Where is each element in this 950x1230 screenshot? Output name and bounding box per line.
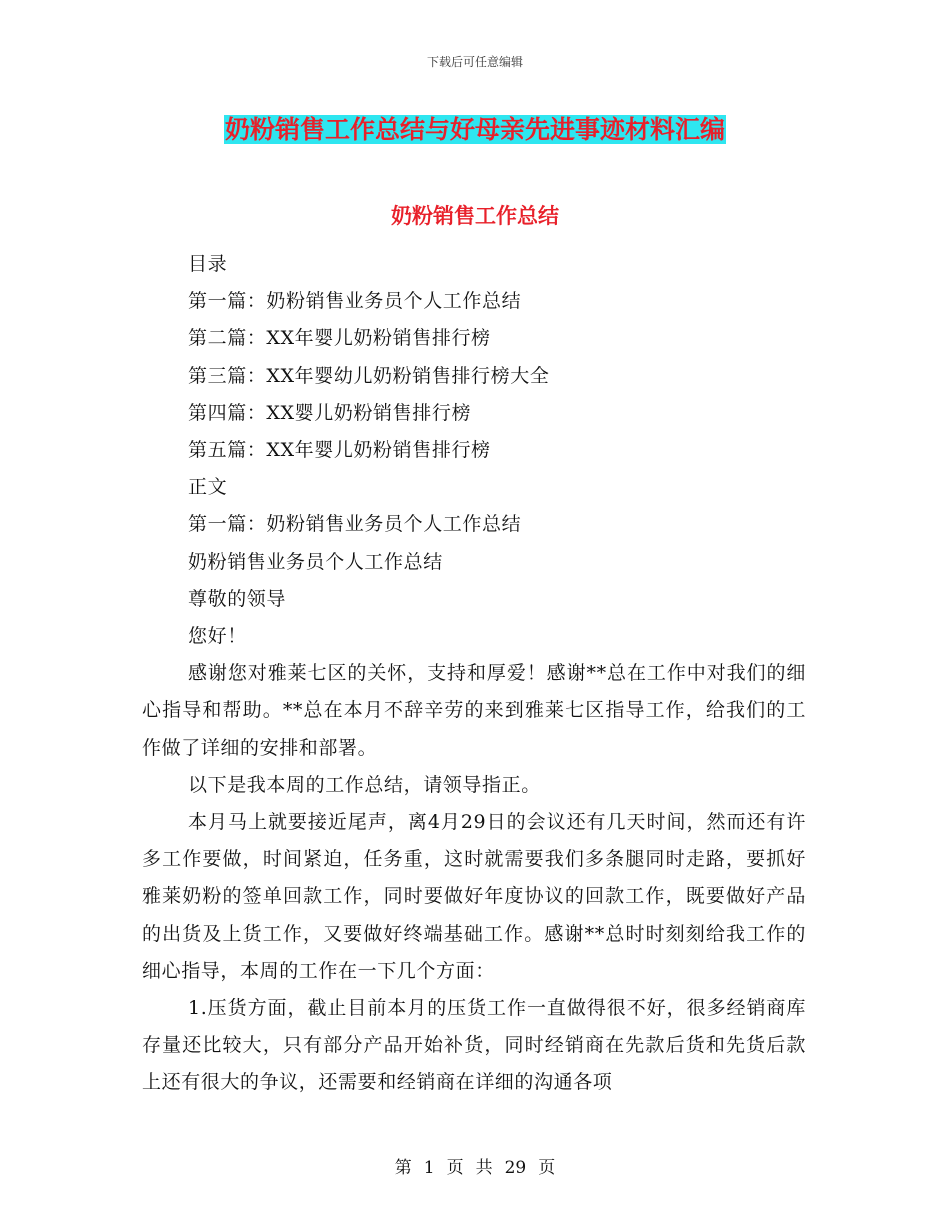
total-prefix: 共: [475, 1158, 493, 1178]
total-pages: 29: [504, 1158, 527, 1178]
article-title: 奶粉销售业务员个人工作总结: [188, 550, 443, 573]
document-title-text: 奶粉销售工作总结与好母亲先进事迹材料汇编: [224, 115, 725, 144]
document-title: [0, 112, 950, 148]
toc-item: 第一篇：奶粉销售业务员个人工作总结: [188, 290, 522, 313]
page-mid: 页: [446, 1158, 464, 1178]
main-text-heading: 正文: [188, 476, 228, 499]
body-paragraph: 本月马上就要接近尾声，离4月29日的会议还有几天时间，然而还有许多工作要做，时间紧迫，任务重，这时就需要我们多条腿同时走路，要抓好雅莱奶粉的签单回款工作，同时要做好年度协议的回款工作，既要做好产品的出货及上货工作，又要做好终端基础工作。感谢**总时时刻刻给我工作的细心指导，本周的工作在一下几个方面：: [142, 811, 806, 982]
greeting: 您好！: [188, 625, 247, 648]
document-body: [142, 246, 806, 1102]
body-paragraph: 以下是我本周的工作总结，请领导指正。: [188, 773, 541, 796]
total-suffix: 页: [538, 1158, 556, 1178]
body-paragraph: 感谢您对雅莱七区的关怀，支持和厚爱！感谢**总在工作中对我们的细心指导和帮助。**总在本月不辞辛劳的来到雅莱七区指导工作，给我们的工作做了详细的安排和部署。: [142, 662, 806, 759]
section-title: 奶粉销售工作总结: [391, 203, 559, 228]
toc-item: 第二篇：XX年婴儿奶粉销售排行榜: [188, 327, 491, 350]
page-footer: [0, 1153, 950, 1178]
salutation: 尊敬的领导: [188, 587, 287, 610]
chapter-heading: 第一篇：奶粉销售业务员个人工作总结: [188, 513, 522, 536]
toc-item: 第三篇：XX年婴幼儿奶粉销售排行榜大全: [188, 364, 550, 387]
body-paragraph: 1.压货方面，截止目前本月的压货工作一直做得很不好，很多经销商库存量还比较大，只有部分产品开始补货，同时经销商在先款后货和先货后款上还有很大的争议，还需要和经销商在详细的沟通各项: [142, 997, 806, 1094]
page-prefix: 第: [394, 1158, 412, 1178]
page-header-note: 下载后可任意编辑: [426, 55, 523, 69]
toc-item: 第四篇：XX婴儿奶粉销售排行榜: [188, 401, 472, 424]
toc-item: 第五篇：XX年婴儿奶粉销售排行榜: [188, 439, 491, 462]
page-number: 1: [423, 1158, 435, 1178]
toc-heading: 目录: [188, 253, 228, 275]
